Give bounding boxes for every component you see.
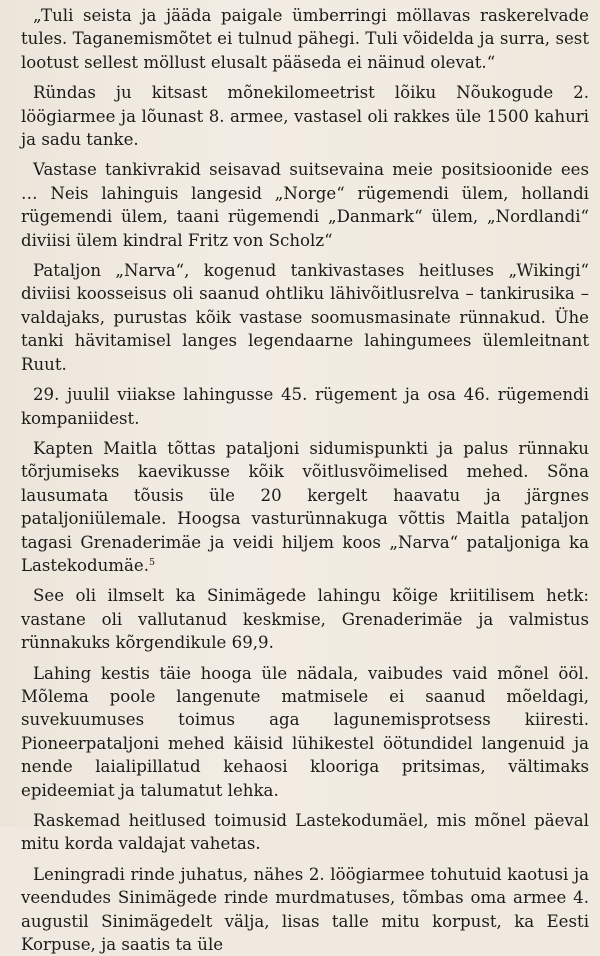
paragraph-orphanage-hill: Raskemad heitlused toimusid Lastekodumäel, mis mõnel päeval mitu korda valdajat vahetas.: [21, 811, 589, 854]
footnote-marker: 5: [149, 556, 156, 568]
paragraph-captain-maitla-text: Kapten Maitla tõttas pataljoni sidumispunkti ja palus rünnaku tõrjumiseks kaevikusse kõik võitlusvõimelised mehed. Sõna lausumata tõusis üle 20 kergelt haavatu ja järgnes pataljoniülemale. Hoogsa vasturünnakuga võttis Maitla pataljon tagasi Grenaderimäe ja veidi hiljem koos „Narva“ pataljoniga ka Lastekodumäe.: [21, 438, 589, 575]
paragraph-quote-end: „Tuli seista ja jääda paigale ümberringi möllavas raskerelvade tules. Taganemismõtet ei tulnud pähegi. Tuli võidelda ja surra, sest lootust sellest möllust elusalt pääseda ei näinud olevat.“: [21, 6, 589, 72]
paragraph-battle-duration: Lahing kestis täie hooga üle nädala, vaibudes vaid mõnel ööl. Mõlema poole langenute matmisele ei saanud mõeldagi, suvekuumuses toimus aga lagunemisprotsess kiiresti. Pioneerpataljoni mehed käisid lühikestel öötundidel langenuid ja nende laialipillatud kehaosi klooriga pritsimas, vältimaks epideemiat ja talumatut lehka.: [21, 663, 589, 800]
paragraph-july-29: 29. juulil viiakse lahingusse 45. rügement ja osa 46. rügemendi kompaniidest.: [21, 385, 589, 428]
paragraph-captain-maitla: [21, 437, 589, 577]
paragraph-tank-wrecks: Vastase tankivrakid seisavad suitsevaina meie positsioonide ees … Neis lahinguis langesid „Norge“ rügemendi ülem, hollandi rügemendi ülem, taani rügemendi „Danmark“ ülem, „Nordlandi“ diviisi ülem kindral Fritz von Scholz“: [21, 160, 589, 250]
paragraph-narva-battalion: Pataljon „Narva“, kogenud tankivastases heitluses „Wikingi“ diviisi koosseisus oli saanud ohtliku lähivõitlusrelva – tankirusika – valdajaks, purustas kõik vastase soomusmasinate rünnakud. Ühe tanki hävitamisel langes legendaarne lahingumees ülemleitnant Ruut.: [21, 261, 589, 374]
paragraph-leningrad-front: Leningradi rinde juhatus, nähes 2. löögiarmee tohutuid kaotusi ja veendudes Sinimägede rinde murdmatuses, tõmbas oma armee 4. augustil Sinimägedelt välja, lisas talle mitu korpust, ka Eesti Korpuse, ja saatis ta üle: [21, 864, 589, 955]
body-text: [21, 0, 589, 956]
paragraph-attack: Ründas ju kitsast mõnekilomeetrist lõiku Nõukogude 2. löögiarmee ja lõunast 8. armee, vastasel oli rakkes üle 1500 kahuri ja sadu tanke.: [21, 83, 589, 150]
paragraph-critical-moment: See oli ilmselt ka Sinimägede lahingu kõige kriitilisem hetk: vastane oli vallutanud keskmise, Grenaderimäe ja valmistus rünnakuks kõrgendikule 69,9.: [21, 586, 589, 653]
